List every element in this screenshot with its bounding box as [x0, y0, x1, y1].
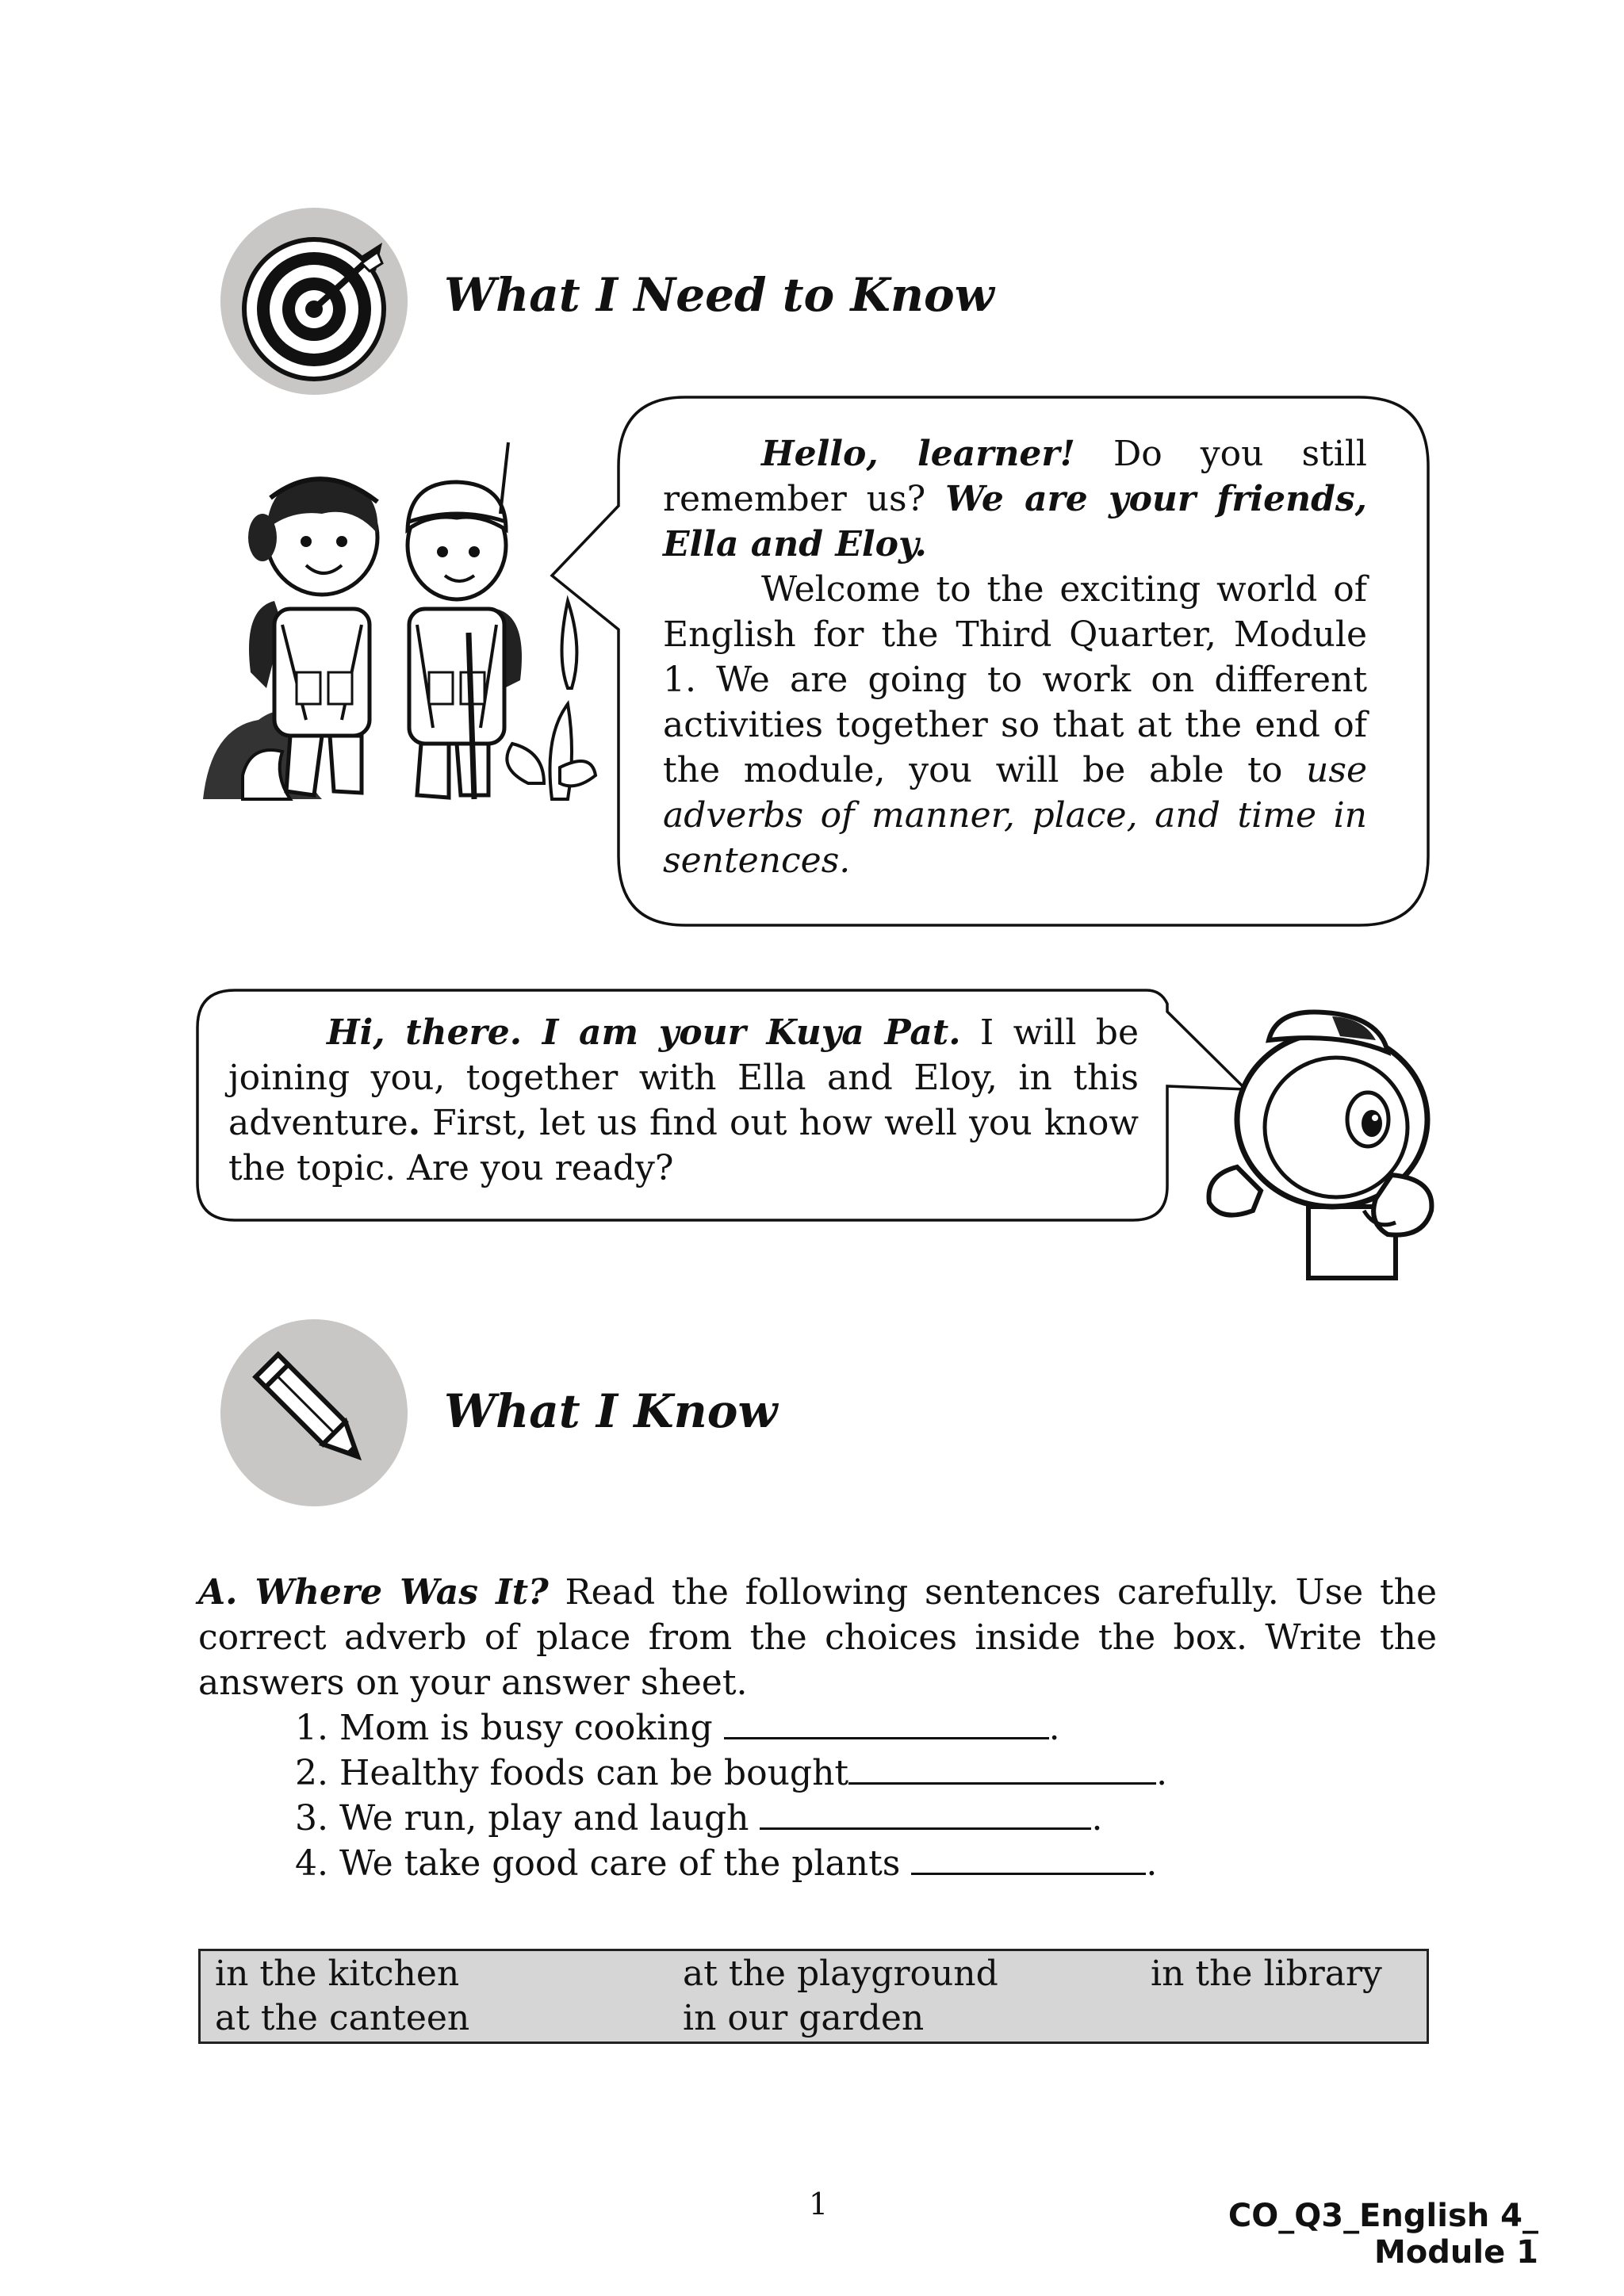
speech-bubble-kuya-pat	[195, 988, 1258, 1223]
bubble2-dot: .	[408, 1103, 421, 1143]
item-4-text: 4. We take good care of the plants	[295, 1843, 912, 1884]
exercise-instructions-text: Read the following sentences carefully. Use the correct adverb of place from the choices inside the box. Write the answers on your answer sheet.	[198, 1572, 1438, 1703]
item-2-text: 2. Healthy foods can be bought	[295, 1753, 849, 1793]
bubble2-text2: First, let us find out how well you know the topic. Are you ready?	[228, 1103, 1139, 1188]
pencil-icon-badge	[220, 1319, 408, 1506]
page-number: 1	[809, 2187, 829, 2221]
answer-blank-1	[724, 1707, 1049, 1739]
target-icon-badge	[220, 208, 408, 395]
exercise-label: A. Where Was It?	[198, 1572, 549, 1613]
answer-blank-3	[760, 1797, 1091, 1830]
greeting-text: Hello, learner!	[761, 434, 1075, 474]
item-2-end: .	[1156, 1753, 1168, 1793]
target-icon	[220, 208, 408, 395]
item-3-text: 3. We run, play and laugh	[295, 1798, 760, 1839]
item-1-text: 1. Mom is busy cooking	[295, 1708, 724, 1748]
exercise-item-2	[198, 1751, 1437, 1796]
answer-blank-4	[911, 1843, 1146, 1875]
exercise-item-3	[198, 1796, 1437, 1841]
exercise-items	[198, 1705, 1437, 1886]
choice-in-the-kitchen: in the kitchen	[215, 1954, 460, 1994]
pencil-icon	[220, 1319, 408, 1506]
item-1-end: .	[1048, 1708, 1060, 1748]
kuya-pat-illustration	[1205, 1008, 1443, 1286]
choice-in-our-garden: in our garden	[683, 1998, 925, 2038]
bubble2-text1: I will be joining you, together with Ella and Eloy, in this adventure	[228, 1012, 1139, 1143]
exercise-item-1	[198, 1705, 1437, 1751]
choice-in-the-library: in the library	[1151, 1954, 1382, 1994]
bubble1-p2-text: Welcome to the exciting world of English for the Third Quarter, Module 1. We are going to work on different activities together so that at the end of the module, you will be able to	[663, 569, 1367, 790]
item-3-end: .	[1091, 1798, 1103, 1839]
section-title-what-i-need-to-know: What I Need to Know	[444, 268, 994, 322]
section-title-what-i-know: What I Know	[444, 1384, 778, 1438]
kuya-pat-intro-text: Hi, there. I am your Kuya Pat.	[327, 1012, 961, 1053]
module-code: CO_Q3_English 4_ Module 1	[1228, 2198, 1538, 2271]
learning-objective-text: use adverbs of manner, place, and time in sentences.	[663, 750, 1367, 881]
bubble1-text1: Do you still remember us?	[663, 434, 1367, 519]
bubble2-text	[228, 1010, 1139, 1191]
speech-bubble-ella-eloy	[542, 395, 1431, 928]
item-4-end: .	[1146, 1843, 1158, 1884]
exercise-item-4	[198, 1841, 1437, 1886]
ella-and-eloy-illustration	[195, 434, 599, 807]
friends-text: We are your friends, Ella and Eloy.	[663, 479, 1367, 564]
choice-at-the-playground: at the playground	[683, 1954, 998, 1994]
choices-box	[198, 1949, 1429, 2044]
exercise-a	[198, 1570, 1437, 1886]
bubble1-text	[663, 431, 1367, 883]
answer-blank-2	[848, 1752, 1156, 1785]
exercise-instructions	[198, 1570, 1437, 1705]
choice-at-the-canteen: at the canteen	[215, 1998, 470, 2038]
